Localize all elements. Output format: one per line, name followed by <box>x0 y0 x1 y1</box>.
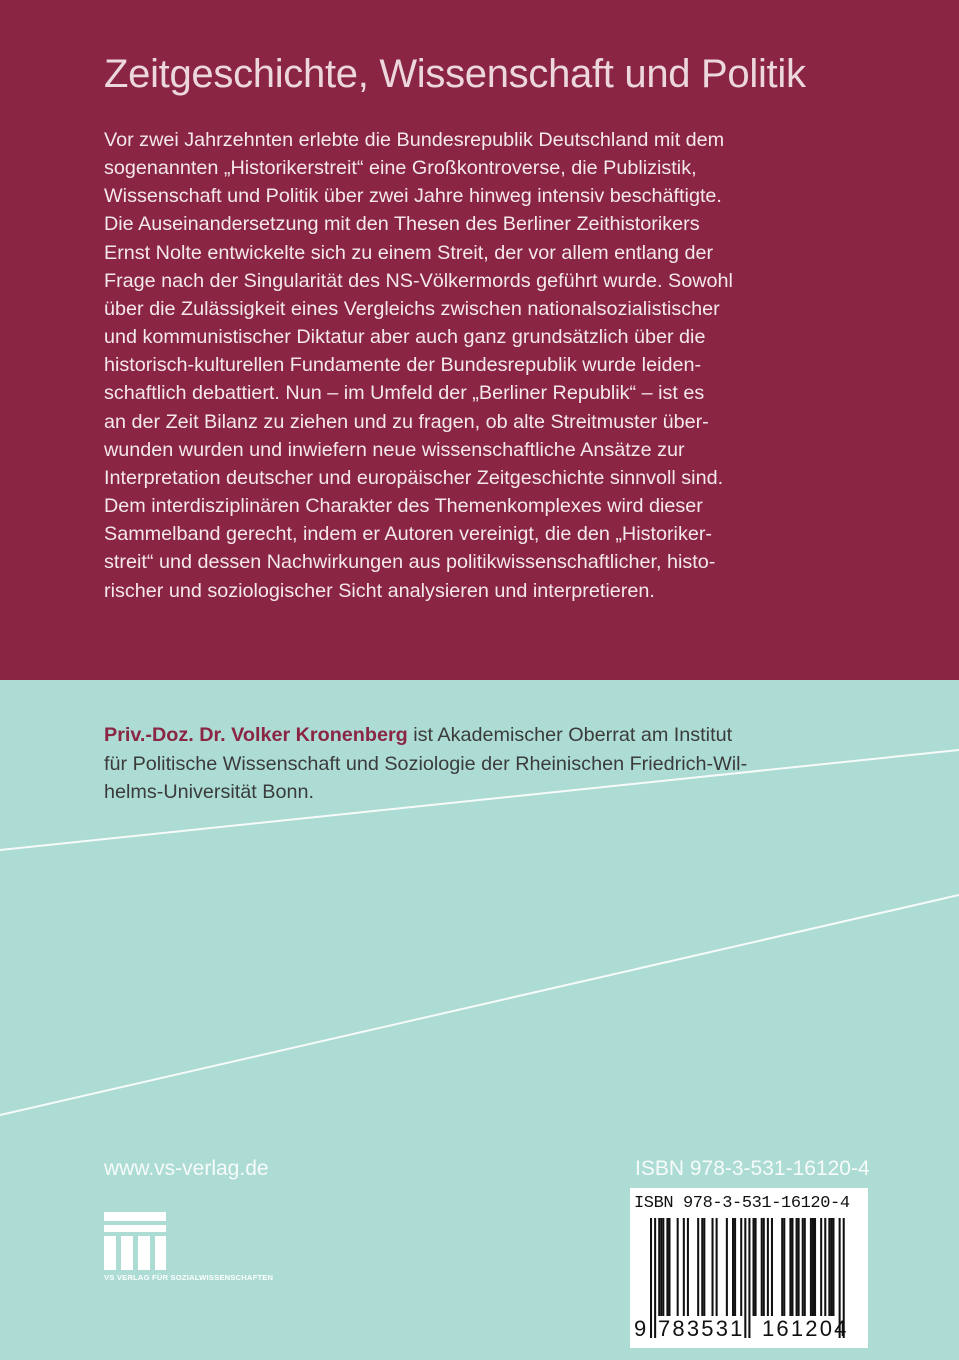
author-bio-line: helms-Universität Bonn. <box>104 781 314 804</box>
author-bio-rest: ist Akademischer Oberrat am Institut <box>407 724 733 746</box>
blurb-line: schaftlich debattiert. Nun – im Umfeld der „Berliner Republik“ – ist es <box>104 382 705 405</box>
barcode-bar <box>783 1218 785 1316</box>
publisher-logo-text: VS VERLAG FÜR SOZIALWISSENSCHAFTEN <box>104 1273 274 1282</box>
barcode-bar <box>767 1218 769 1316</box>
publisher-url: www.vs-verlag.de <box>104 1157 269 1180</box>
barcode-bar <box>654 1218 656 1338</box>
barcode-bar <box>668 1218 670 1316</box>
author-bio-line <box>104 721 864 750</box>
blurb-line: streit“ und dessen Nachwirkungen aus politikwissenschaftlicher, histo- <box>104 551 716 574</box>
barcode-bar <box>763 1218 765 1316</box>
book-title: Zeitgeschichte, Wissenschaft und Politik <box>104 52 806 96</box>
barcode-bar <box>814 1218 816 1316</box>
barcode-bar <box>810 1218 812 1316</box>
barcode-bar <box>683 1218 685 1316</box>
author-name: Priv.-Doz. Dr. Volker Kronenberg <box>104 724 408 746</box>
barcode-bar <box>820 1218 822 1316</box>
author-bio-line: für Politische Wissenschaft und Soziologie der Rheinischen Friedrich-Wil- <box>104 752 748 775</box>
blurb-line: rischer und soziologischer Sicht analysieren und interpretieren. <box>104 579 655 602</box>
barcode <box>630 1188 868 1348</box>
isbn-label: ISBN 978-3-531-16120-4 <box>635 1157 870 1180</box>
barcode-bar <box>781 1218 783 1316</box>
barcode-bar <box>789 1218 791 1316</box>
barcode-bar <box>753 1218 755 1316</box>
barcode-bar <box>796 1218 798 1316</box>
barcode-bar <box>732 1218 734 1316</box>
barcode-bar <box>712 1218 714 1316</box>
barcode-bar <box>755 1218 757 1316</box>
barcode-bar <box>828 1218 830 1316</box>
barcode-bar <box>748 1218 750 1338</box>
barcode-bar <box>701 1218 703 1316</box>
blurb-text <box>104 126 854 605</box>
blurb-line: sogenannten „Historikerstreit“ eine Großkontroverse, die Publizistik, <box>104 157 697 180</box>
barcode-bar <box>802 1218 804 1316</box>
barcode-bar <box>650 1218 652 1338</box>
blurb-line: Wissenschaft und Politik über zwei Jahre hinweg intensiv beschäftigte. <box>104 185 722 208</box>
barcode-bar <box>804 1218 806 1316</box>
barcode-bar <box>703 1218 705 1316</box>
blurb-line: Sammelband gerecht, indem er Autoren vereinigt, die den „Historiker- <box>104 523 713 546</box>
blurb-line: und kommunistischer Diktatur aber auch ganz grundsätzlich über die <box>104 326 706 349</box>
barcode-bar <box>832 1218 834 1316</box>
blurb-line: über die Zulässigkeit eines Vergleichs zwischen nationalsozialistischer <box>104 297 720 320</box>
barcode-bar <box>798 1218 800 1316</box>
blurb-line: an der Zeit Bilanz zu ziehen und zu fragen, ob alte Streitmuster über- <box>104 410 709 433</box>
barcode-bar <box>662 1218 664 1316</box>
barcode-bar <box>812 1218 814 1316</box>
blurb-line: Die Auseinandersetzung mit den Thesen des Berliner Zeithistorikers <box>104 213 700 236</box>
publisher-logo <box>104 1212 166 1270</box>
blurb-line: Frage nach der Singularität des NS-Völkermords geführt wurde. Sowohl <box>104 269 733 292</box>
blurb-line: Vor zwei Jahrzehnten erlebte die Bundesrepublik Deutschland mit dem <box>104 129 725 151</box>
author-bio <box>104 721 864 807</box>
barcode-bar <box>726 1218 728 1316</box>
blurb-line: historisch-kulturellen Fundamente der Bundesrepublik wurde leiden- <box>104 354 702 377</box>
barcode-bar <box>687 1218 689 1316</box>
barcode-bar <box>791 1218 793 1316</box>
barcode-bar <box>734 1218 736 1316</box>
barcode-bar <box>677 1218 679 1316</box>
blurb-line: Interpretation deutscher und europäischer Zeitgeschichte sinnvoll sind. <box>104 466 724 489</box>
barcode-bar <box>761 1218 763 1316</box>
blurb-line: Dem interdisziplinären Charakter des Themenkomplexes wird dieser <box>104 495 703 518</box>
barcode-bar <box>830 1218 832 1316</box>
barcode-bar <box>666 1218 668 1316</box>
barcode-digits-left: 783531 <box>658 1316 745 1341</box>
barcode-bar <box>771 1218 773 1316</box>
barcode-bar <box>716 1218 718 1316</box>
blurb-line: Ernst Nolte entwickelte sich zu einem Streit, der vor allem entlang der <box>104 241 714 264</box>
barcode-bar <box>740 1218 742 1316</box>
barcode-isbn-text: ISBN 978-3-531-16120-4 <box>634 1194 850 1213</box>
barcode-bar <box>658 1218 660 1316</box>
barcode-digit-first: 9 <box>634 1316 647 1341</box>
blurb-line: wunden wurden und inwiefern neue wissenschaftliche Ansätze zur <box>104 438 685 461</box>
barcode-bar <box>697 1218 699 1316</box>
barcode-bar <box>824 1218 826 1316</box>
barcode-digits-right: 161204 <box>762 1316 849 1341</box>
barcode-bar <box>660 1218 662 1316</box>
